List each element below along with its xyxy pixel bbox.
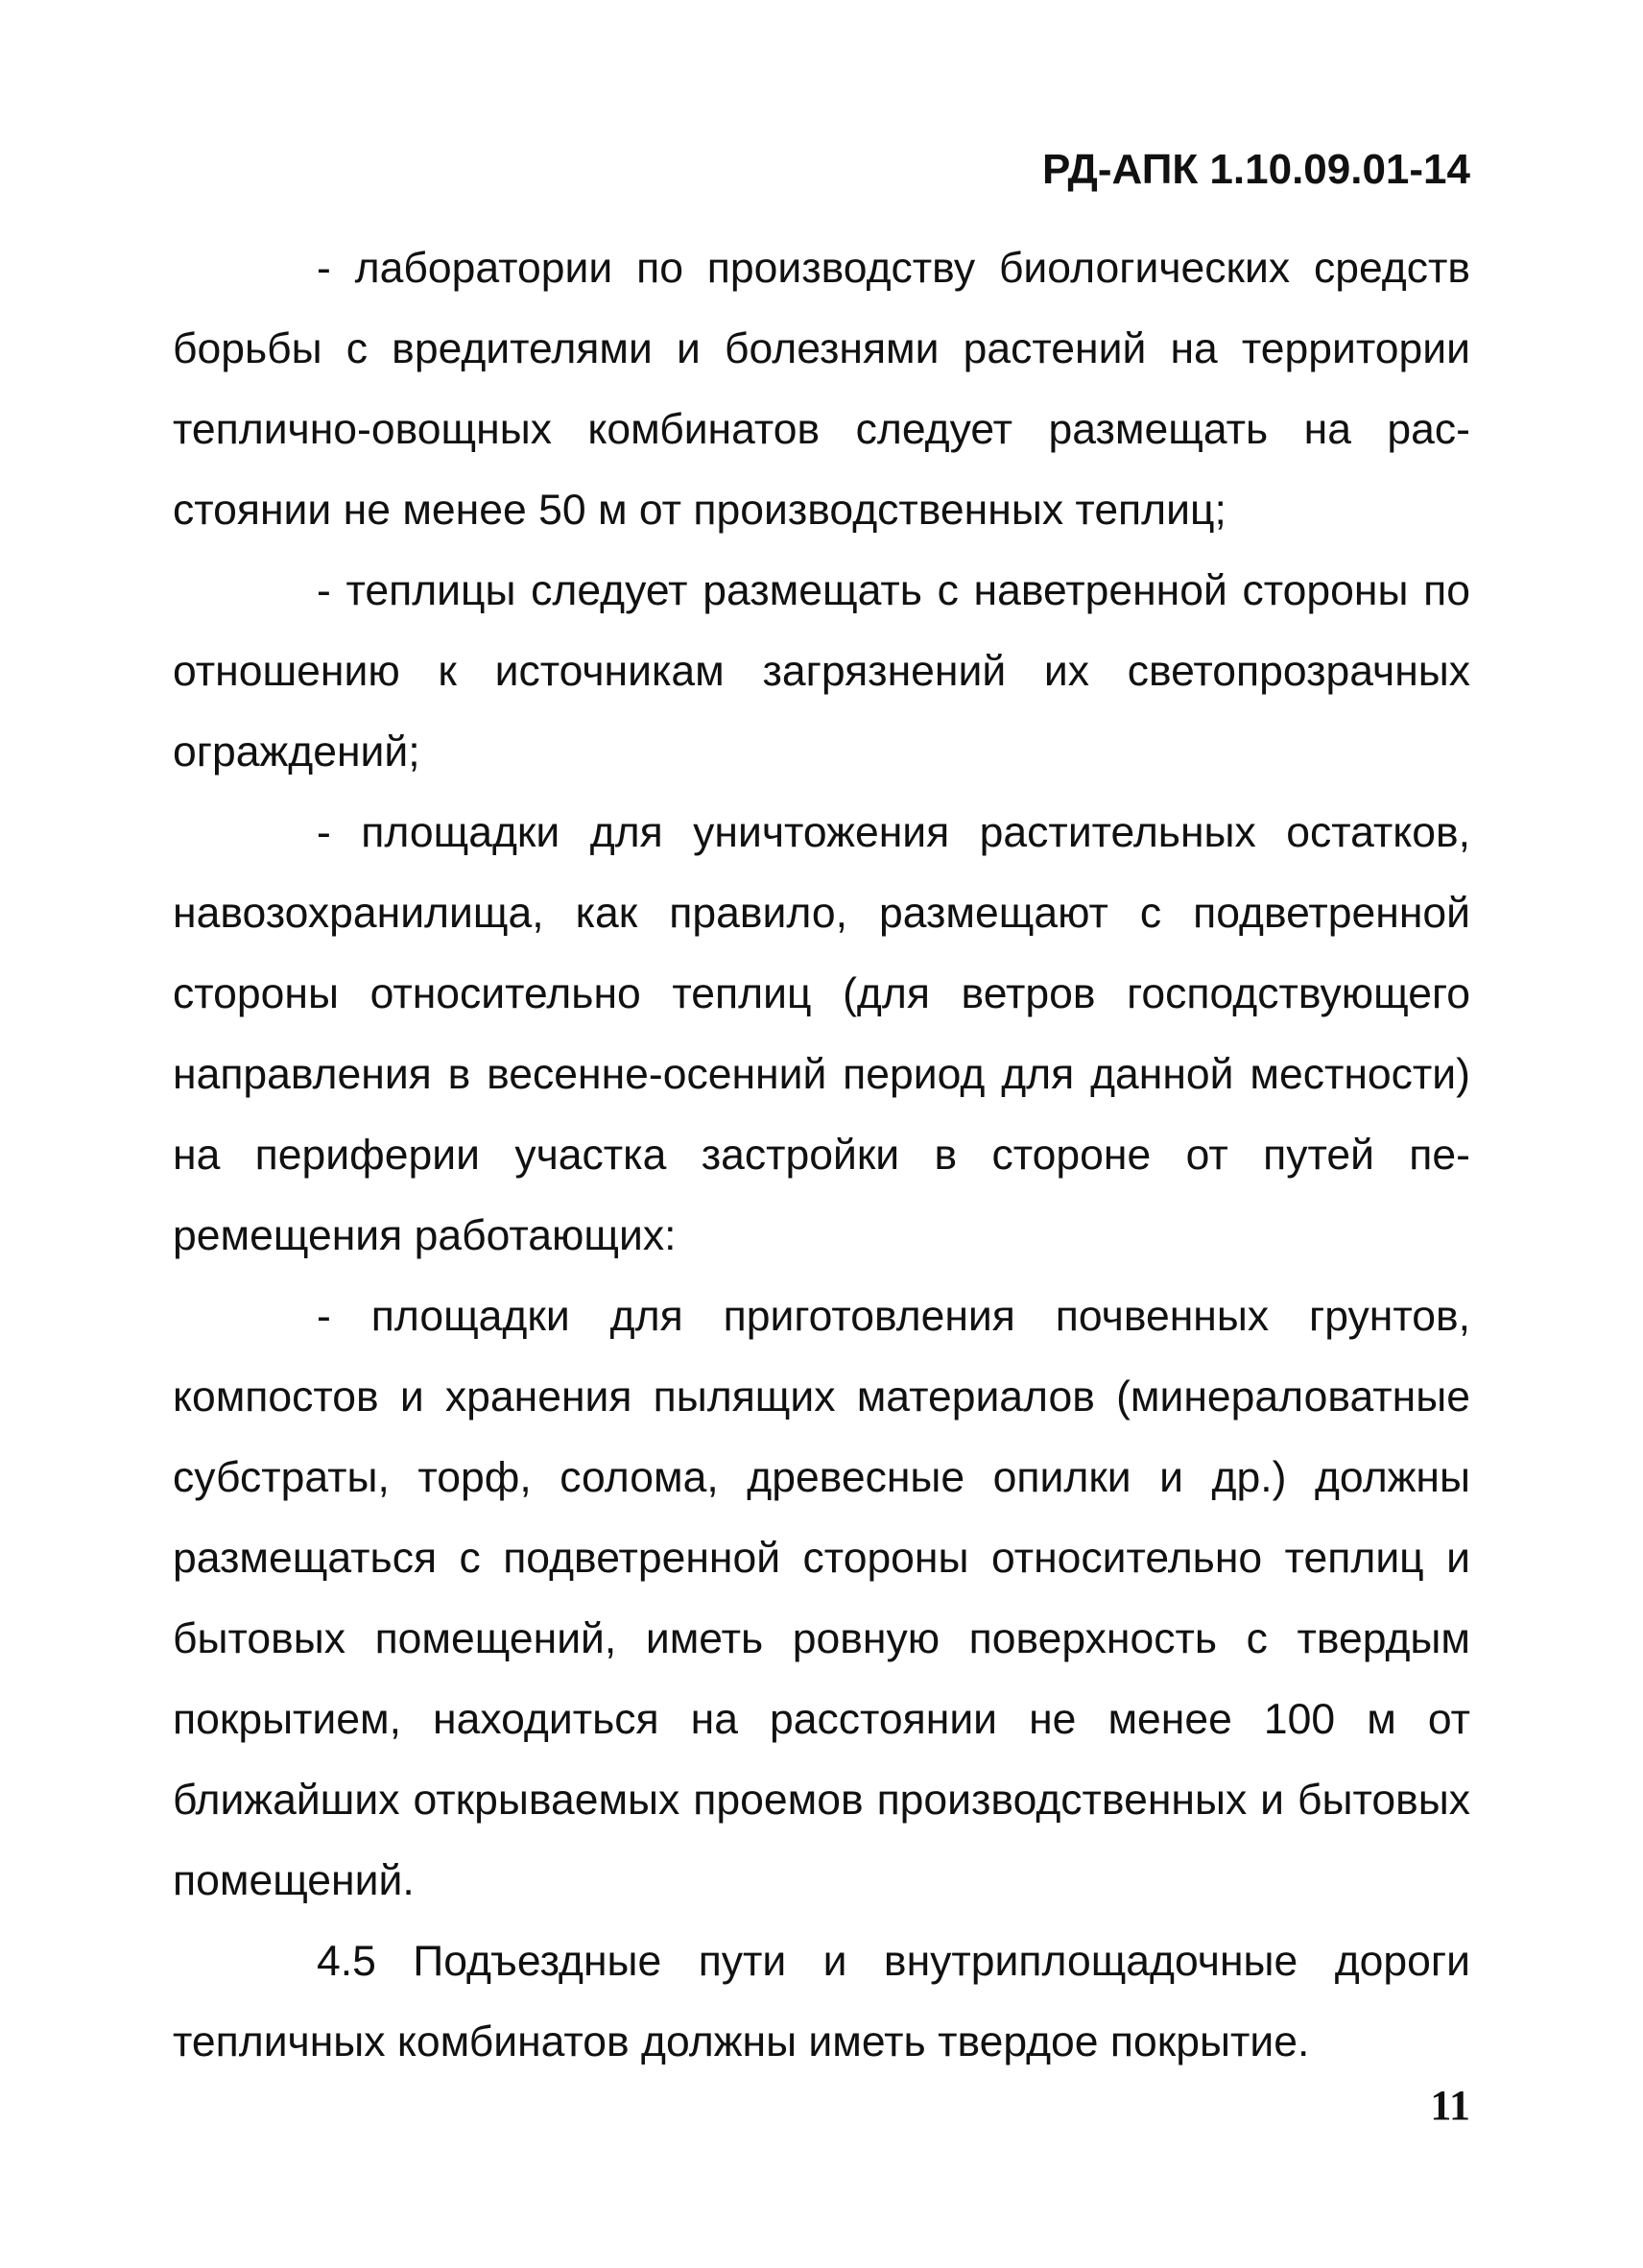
paragraph-greenhouses: - теплицы следует размещать с наветренной стороны по отношению к источникам загрязнений их светопрозрачных ограждений;: [173, 567, 1470, 776]
body-text: [173, 228, 1470, 2083]
paragraph-soil-sites: - площадки для приготовления почвенных грунтов, компостов и хранения пылящих материалов (минераловатные субстраты, торф, солома, древесные опилки и др.) должны размещаться с подветренной стороны относительно теплиц и бытовых помещений, иметь ровную поверхность с твердым покрытием, находиться на расстоянии не менее 100 м от ближайших открываемых проемов производственных и бытовых помещений.: [173, 1293, 1470, 1904]
paragraph-laboratories: - лаборатории по производству биологических средств борьбы с вредителями и болезнями растений на территории тепличнo-овощных комбинатов следует размещать на расстоянии не менее 50 м от производственных теплиц;: [173, 245, 1470, 534]
paragraph-section-4-5: 4.5 Подъездные пути и внутриплощадочные дороги тепличных комбинатов должны иметь твердое покрытие.: [173, 1938, 1470, 2065]
page-number: 11: [1430, 2082, 1470, 2129]
document-code: РД-АПК 1.10.09.01-14: [1041, 146, 1470, 193]
paragraph-waste-sites: - площадки для уничтожения растительных остатков, навозохранилища, как правило, размещают с подветренной стороны относительно теплиц (для ветров господствующего направления в весенне-осенний период для данной местности) на периферии участка застройки в стороне от путей перемещения работающих:: [173, 809, 1470, 1259]
